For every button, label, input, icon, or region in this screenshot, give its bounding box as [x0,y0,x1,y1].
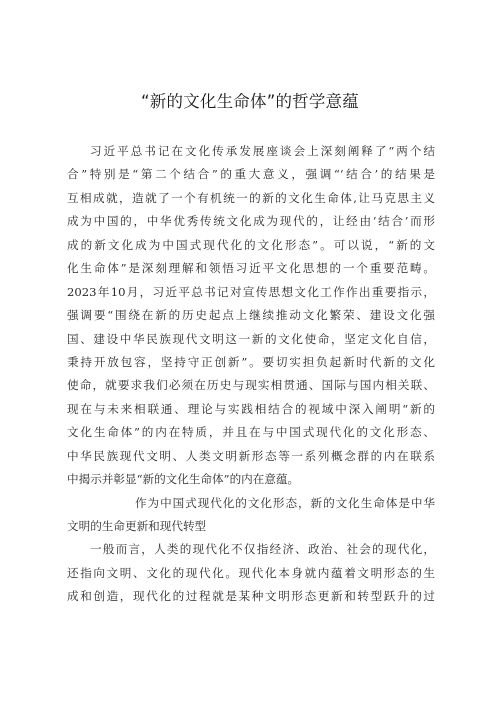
paragraph-line: 还指向文明、文化的现代化。现代化本身就内蕴着文明形态的生 [67,565,435,580]
document-body [67,140,435,609]
paragraph-line: 中揭示并彰显“新的文化生命体”的内在意蕴。 [67,472,300,487]
section-heading-line: 作为中国式现代化的文化形态，新的文化生命体是中华 [135,495,435,510]
paragraph-line: 成和创造，现代化的过程就是某种文明形态更新和转型跃升的过 [67,589,435,604]
paragraph-line: 习近平总书记在文化传承发展座谈会上深刻阐释了“两个结 [90,144,435,158]
paragraph-line: 使命，就要求我们必须在历史与现实相贯通、国际与国内相关联、 [67,378,435,393]
paragraph-line: 一般而言，人类的现代化不仅指经济、政治、社会的现代化， [90,542,435,557]
paragraph-line: 合”特别是“第二个结合”的重大意义，强调“‘结合’的结果是 [67,167,435,182]
paragraph-line: 互相成就，造就了一个有机统一的新的文化生命体,让马克思主义 [67,190,435,205]
paragraph-line: 化生命体”是深刻理解和领悟习近平文化思想的一个重要范畴。 [67,261,435,276]
paragraph-line: 成的新文化成为中国式现代化的文化形态”。可以说，“新的文 [67,237,435,252]
document-title: “新的文化生命体”的哲学意蕴 [141,92,359,111]
paragraph-line: 国、建设中华民族现代文明这一新的文化使命，坚定文化自信， [67,331,435,346]
paragraph-line: 2023年10月，习近平总书记对宣传思想文化工作作出重要指示， [67,284,435,299]
section-heading-line: 文明的生命更新和现代转型 [67,519,207,533]
paragraph-line: 强调要“围绕在新的历史起点上继续推动文化繁荣、建设文化强 [67,308,435,323]
paragraph-line: 成为中国的，中华优秀传统文化成为现代的，让经由‘结合’而形 [67,214,435,229]
paragraph-line: 秉持开放包容，坚持守正创新”。要切实担负起新时代新的文化 [67,354,435,369]
paragraph-line: 中华民族现代文明、人类文明新形态等一系列概念群的内在联系 [67,448,435,463]
paragraph-line: 现在与未来相联通、理论与实践相结合的视域中深入阐明“新的 [67,401,435,416]
paragraph-line: 文化生命体”的内在特质，并且在与中国式现代化的文化形态、 [67,425,435,440]
